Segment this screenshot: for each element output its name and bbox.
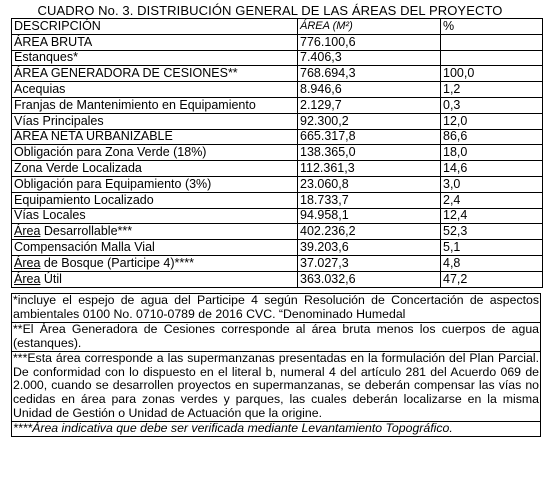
row-area: 8.946,6 [298, 82, 441, 98]
row-percent [441, 34, 543, 50]
table-row [12, 176, 543, 192]
row-area: 37.027,3 [298, 255, 441, 271]
row-percent: 18,0 [441, 145, 543, 161]
row-percent: 1,2 [441, 82, 543, 98]
table-row [12, 161, 543, 177]
footnote-area-bosque: ****Área indicativa que debe ser verificada mediante Levantamiento Topográfico. [12, 421, 540, 436]
header-percent: % [441, 19, 543, 35]
row-description: Área Útil [12, 271, 298, 287]
row-area: 768.694,3 [298, 66, 441, 82]
row-area: 138.365,0 [298, 145, 441, 161]
row-area: 112.361,3 [298, 161, 441, 177]
row-description: ÁREA GENERADORA DE CESIONES** [12, 66, 298, 82]
row-area: 2.129,7 [298, 97, 441, 113]
row-area: 18.733,7 [298, 192, 441, 208]
row-area: 94.958,1 [298, 208, 441, 224]
table-row [12, 129, 543, 145]
table-row [12, 255, 543, 271]
row-area: 7.406,3 [298, 50, 441, 66]
footnote-area-generadora: **El Área Generadora de Cesiones corresponde al área bruta menos los cuerpos de agua (estanques). [13, 321, 539, 350]
row-description: ÁREA BRUTA [12, 34, 298, 50]
row-description: Obligación para Zona Verde (18%) [12, 145, 298, 161]
row-percent: 47,2 [441, 271, 543, 287]
row-description: Obligación para Equipamiento (3%) [12, 176, 298, 192]
underlined-word: Área [14, 271, 41, 286]
footnotes [11, 293, 541, 437]
row-percent: 86,6 [441, 129, 543, 145]
table-row [12, 97, 543, 113]
row-percent [441, 50, 543, 66]
row-area: 23.060,8 [298, 176, 441, 192]
table-row [12, 240, 543, 256]
table-row [12, 82, 543, 98]
table-row [12, 145, 543, 161]
row-area: 363.032,6 [298, 271, 441, 287]
row-description: Vías Locales [12, 208, 298, 224]
underlined-word: Área [14, 255, 41, 270]
row-description: Vías Principales [12, 113, 298, 129]
table-row [12, 113, 543, 129]
row-description: Compensación Malla Vial [12, 240, 298, 256]
row-percent: 52,3 [441, 224, 543, 240]
row-description: Área Desarrollable*** [12, 224, 298, 240]
table-row [12, 50, 543, 66]
table-row [12, 34, 543, 50]
underlined-word: Área [14, 224, 41, 239]
table-row [12, 224, 543, 240]
row-description: Zona Verde Localizada [12, 161, 298, 177]
row-percent: 0,3 [441, 97, 543, 113]
row-percent: 12,4 [441, 208, 543, 224]
row-description: Franjas de Mantenimiento en Equipamiento [12, 97, 298, 113]
row-percent: 2,4 [441, 192, 543, 208]
row-description: ÁREA NETA URBANIZABLE [12, 129, 298, 145]
row-area: 92.300,2 [298, 113, 441, 129]
row-description: Área de Bosque (Participe 4)**** [12, 255, 298, 271]
footnote-estanques: *incluye el espejo de agua del Participe 4 según Resolución de Concertación de aspectos ambientales 0100 No. 0710-0789 de 2016 CVC. “Denominado Humedal [13, 293, 539, 321]
row-percent: 14,6 [441, 161, 543, 177]
row-description: Equipamiento Localizado [12, 192, 298, 208]
table-header-row [12, 19, 543, 35]
table-row [12, 271, 543, 287]
areas-table [11, 18, 543, 288]
row-percent: 100,0 [441, 66, 543, 82]
row-percent: 4,8 [441, 255, 543, 271]
row-description: Estanques* [12, 50, 298, 66]
table-row [12, 192, 543, 208]
row-percent: 12,0 [441, 113, 543, 129]
row-area: 665.317,8 [298, 129, 441, 145]
row-area: 39.203,6 [298, 240, 441, 256]
row-description: Acequias [12, 82, 298, 98]
row-area: 402.236,2 [298, 224, 441, 240]
header-area: ÁREA (M²) [298, 19, 441, 35]
footnote-area-desarrollable: ***Esta área corresponde a las supermanzanas presentadas en la formulación del Plan Parcial. De conformidad con lo dispuesto en el literal b, numeral 4 del artículo 281 del Acuerdo 069 de 2.000, cuando se desarrollen proyectos en supermanzanas, se deberán compensar las vías no cedidas en área para zonas verdes y parques, las cuales deberán localizarse en la misma Unidad de Gestión o Unidad de Actuación que la origine. [13, 350, 539, 421]
table-caption: CUADRO No. 3. DISTRIBUCIÓN GENERAL DE LAS ÁREAS DEL PROYECTO [37, 3, 503, 18]
header-description: DESCRIPCIÓN [12, 19, 298, 35]
table-row [12, 208, 543, 224]
row-area: 776.100,6 [298, 34, 441, 50]
row-percent: 3,0 [441, 176, 543, 192]
row-percent: 5,1 [441, 240, 543, 256]
table-row [12, 66, 543, 82]
